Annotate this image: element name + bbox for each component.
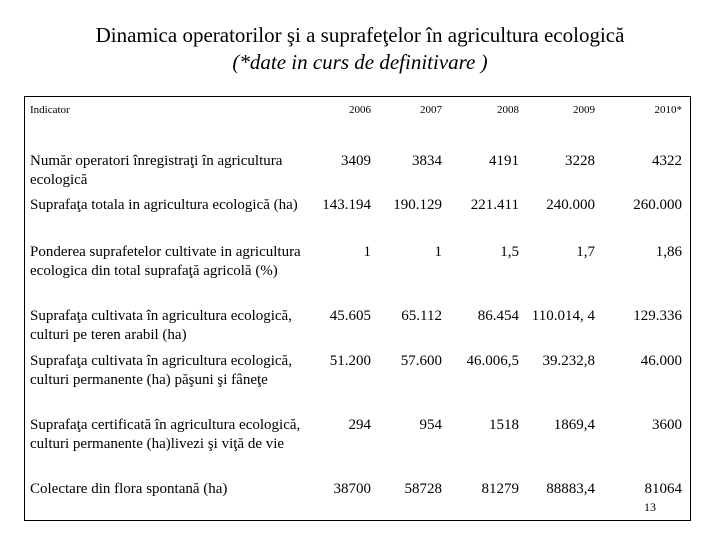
cell-value: 46.006,5 [466,353,519,369]
cell-value: 260.000 [633,197,682,213]
cell-value: 110.014, 4 [531,308,595,324]
cell-value: 88883,4 [546,481,595,497]
cell-value: 4322 [652,153,682,169]
row-label: Suprafaţa cultivata în agricultura ecologică, culturi pe teren arabil (ha) [30,308,292,343]
table-row [25,152,691,196]
cell-value: 81279 [481,481,519,497]
row-label: Suprafaţa certificată în agricultura ecologică, culturi permanente (ha)livezi şi viţă de vie [30,417,301,452]
cell-value: 1,86 [655,244,682,260]
cell-value: 38700 [333,481,371,497]
cell-value: 1518 [489,417,519,433]
header-year: 2006 [349,104,371,116]
row-label: Suprafaţa cultivata în agricultura ecologică, culturi permanente (ha) păşuni şi fâneţe [30,353,292,388]
cell-value: 58728 [404,481,442,497]
cell-value: 1869,4 [553,417,595,433]
row-label: Număr operatori înregistraţi în agricultura ecologică [30,153,283,188]
cell-value: 39.232,8 [542,353,595,369]
row-label: Suprafaţa totala in agricultura ecologică (ha) [30,197,298,213]
table-row [25,352,691,416]
page-title [0,22,720,76]
cell-value: 3228 [565,153,595,169]
cell-value: 294 [348,417,371,433]
cell-value: 1 [363,244,371,260]
cell-value: 143.194 [322,197,371,213]
cell-value: 1 [434,244,442,260]
header-year: 2007 [420,104,442,116]
data-table-frame [24,96,691,521]
cell-value: 57.600 [400,353,442,369]
table-row [25,243,691,307]
cell-value: 1,5 [500,244,519,260]
header-year: 2008 [497,104,519,116]
table-row [25,307,691,352]
cell-value: 65.112 [401,308,442,324]
cell-value: 954 [419,417,442,433]
cell-value: 51.200 [329,353,371,369]
cell-value: 1,7 [576,244,595,260]
cell-value: 46.000 [640,353,682,369]
cell-value: 86.454 [477,308,519,324]
cell-value: 3600 [652,417,682,433]
row-label: Colectare din flora spontană (ha) [30,481,228,497]
title-line-1: Dinamica operatorilor şi a suprafeţelor în agricultura ecologică [95,23,625,47]
header-indicator: Indicator [30,104,70,116]
row-label: Ponderea suprafetelor cultivate in agricultura ecologica din total suprafaţă agricolă (%) [30,244,301,279]
table-row [25,416,691,480]
cell-value: 3834 [412,153,442,169]
cell-value: 45.605 [329,308,371,324]
cell-value: 240.000 [546,197,595,213]
table-header-row [25,97,691,152]
cell-value: 190.129 [393,197,442,213]
table-row [25,480,691,499]
cell-value: 3409 [341,153,371,169]
cell-value: 4191 [489,153,519,169]
cell-value: 129.336 [633,308,682,324]
header-year: 2010* [654,104,682,116]
page-number: 13 [644,500,656,514]
title-line-2: (*date in curs de definitivare ) [232,50,488,74]
data-table [25,97,691,499]
table-row [25,196,691,243]
cell-value: 221.411 [470,197,519,213]
header-year: 2009 [573,104,595,116]
cell-value: 81064 [644,481,682,497]
